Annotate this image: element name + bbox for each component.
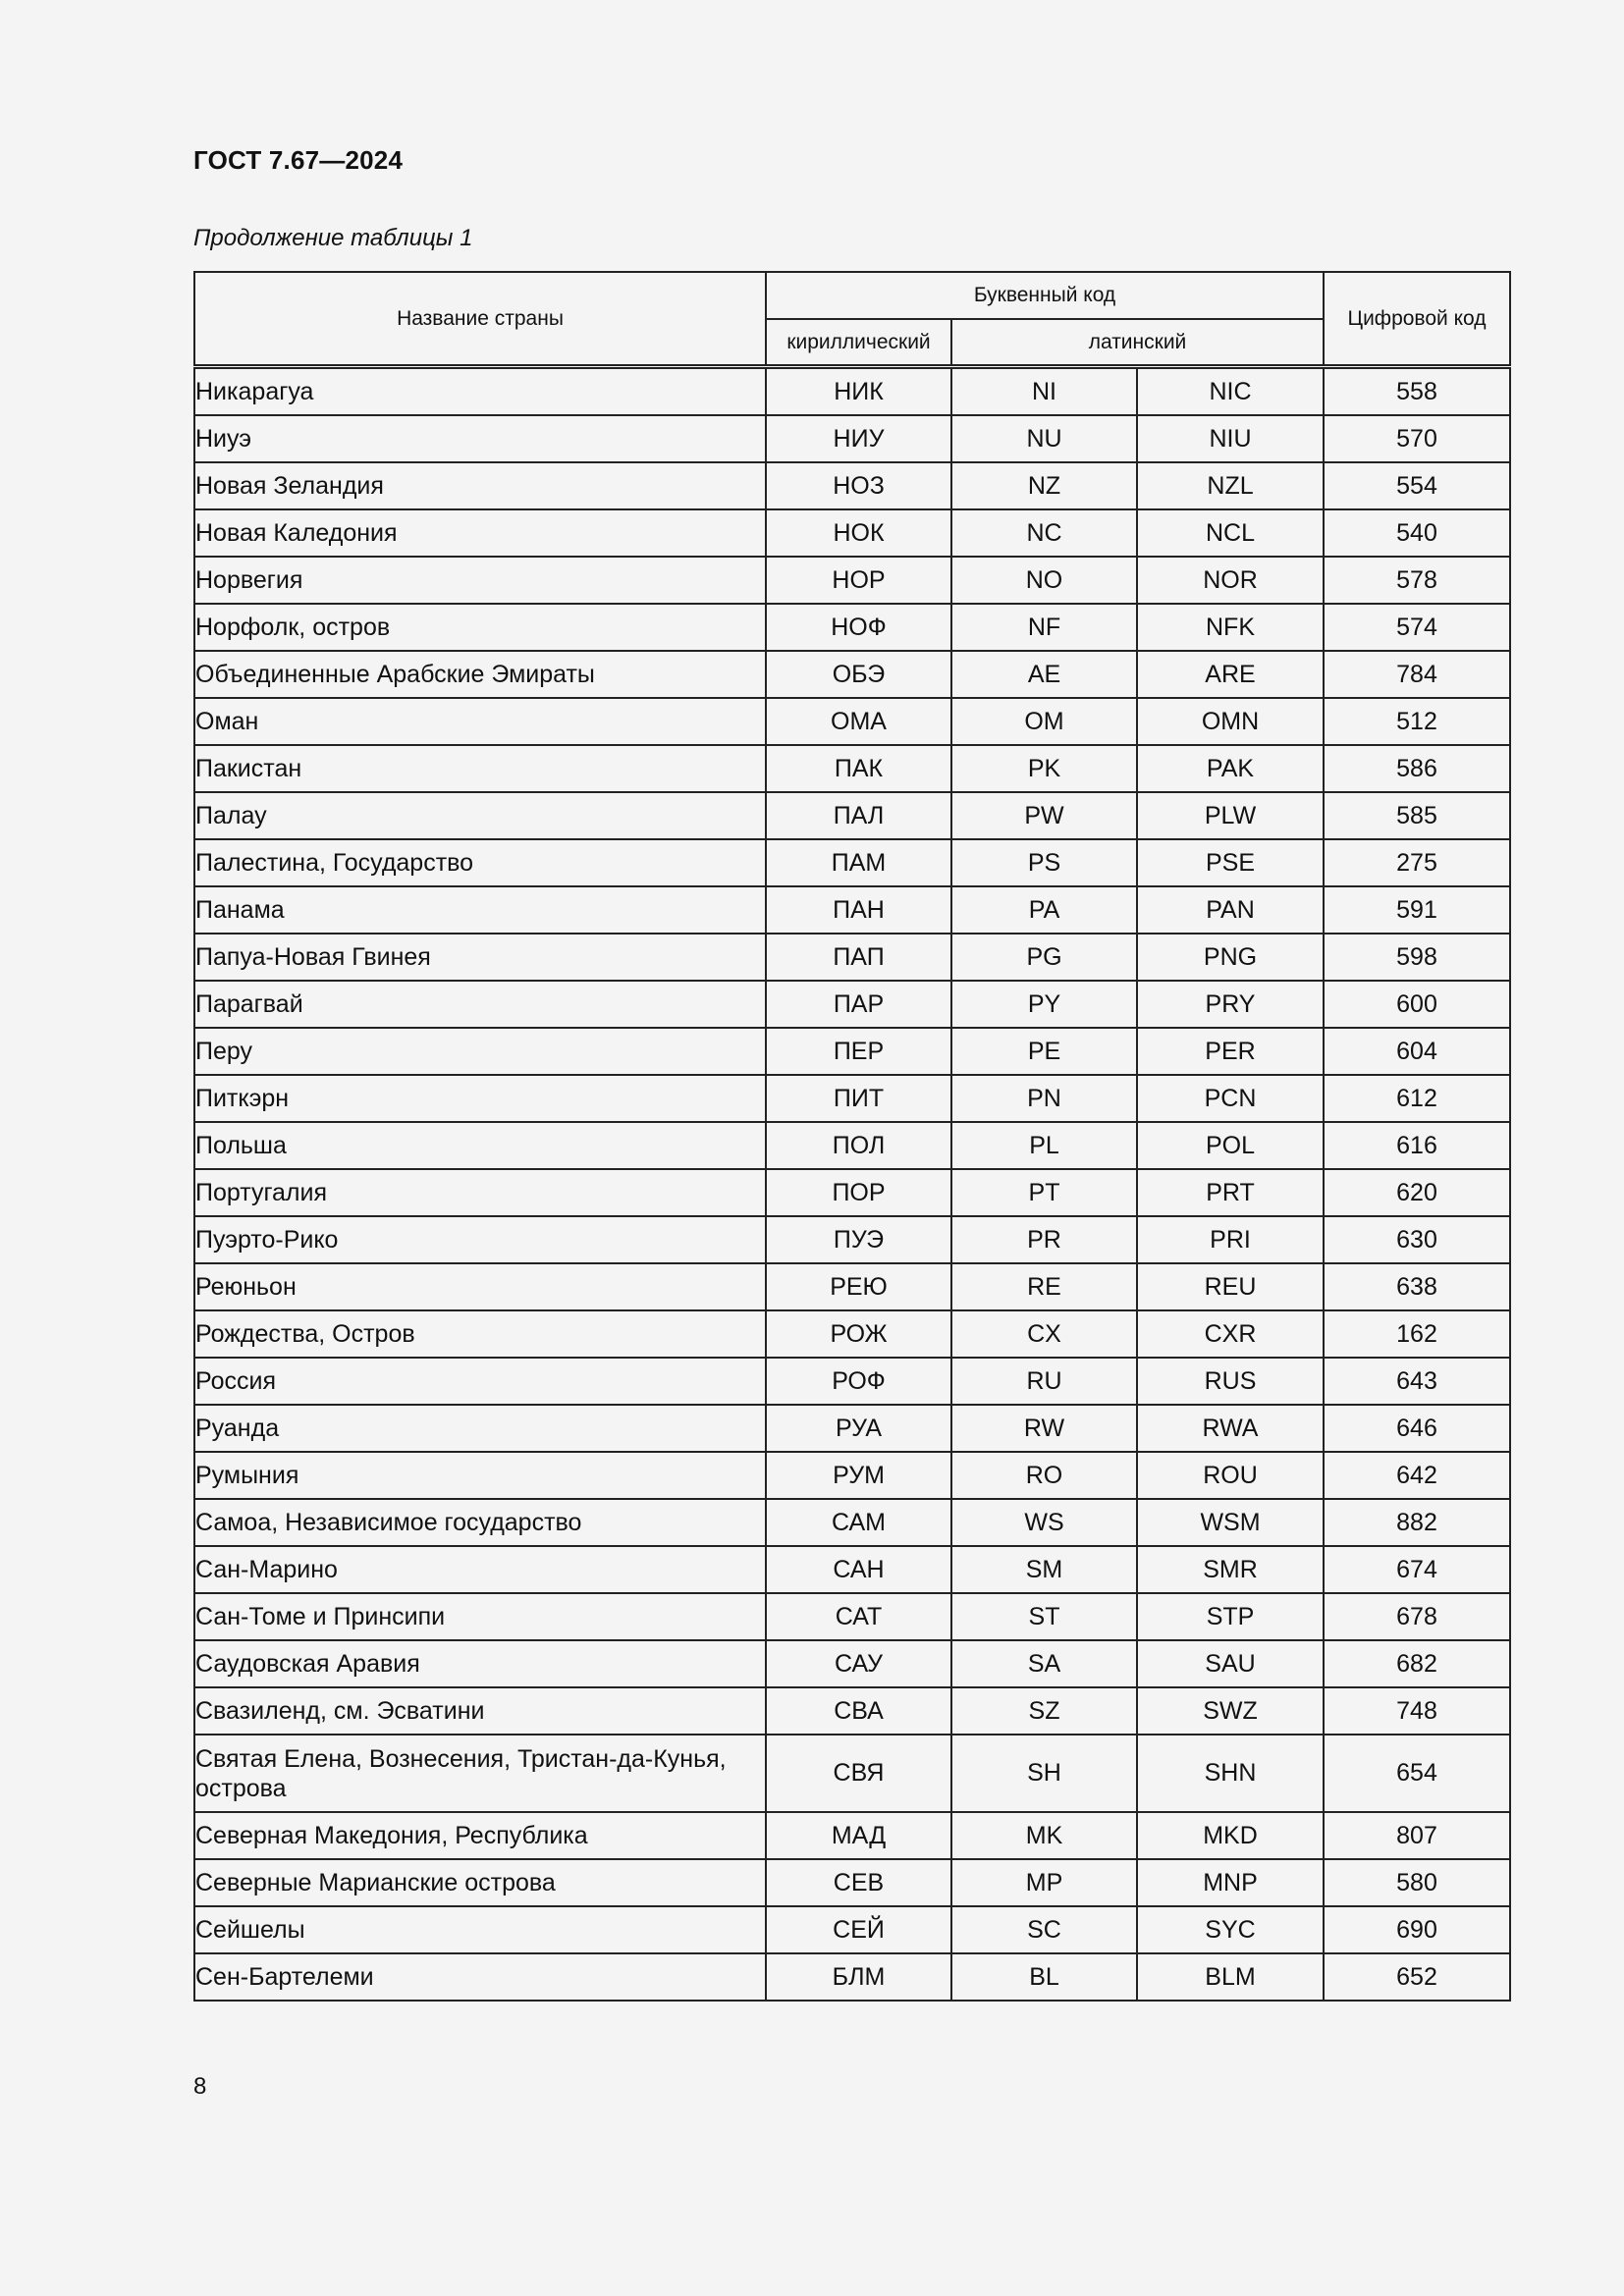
latin-alpha2-cell: SC — [951, 1906, 1137, 1953]
table-row — [194, 981, 1510, 1028]
numeric-code-cell: 604 — [1324, 1028, 1510, 1075]
latin-alpha3-cell: SYC — [1137, 1906, 1324, 1953]
numeric-code-cell: 638 — [1324, 1263, 1510, 1310]
country-name-cell: Палестина, Государство — [194, 839, 766, 886]
cyrillic-code-cell: СЕВ — [766, 1859, 951, 1906]
numeric-code-cell: 678 — [1324, 1593, 1510, 1640]
country-name-cell: Саудовская Аравия — [194, 1640, 766, 1687]
latin-alpha3-cell: WSM — [1137, 1499, 1324, 1546]
latin-alpha2-cell: PA — [951, 886, 1137, 934]
country-name-cell: Португалия — [194, 1169, 766, 1216]
header-latin: латинский — [951, 319, 1324, 367]
cyrillic-code-cell: МАД — [766, 1812, 951, 1859]
latin-alpha2-cell: BL — [951, 1953, 1137, 2001]
latin-alpha3-cell: REU — [1137, 1263, 1324, 1310]
numeric-code-cell: 598 — [1324, 934, 1510, 981]
latin-alpha3-cell: NFK — [1137, 604, 1324, 651]
latin-alpha3-cell: PRY — [1137, 981, 1324, 1028]
country-name-cell: Польша — [194, 1122, 766, 1169]
country-name-cell: Реюньон — [194, 1263, 766, 1310]
table-row — [194, 557, 1510, 604]
cyrillic-code-cell: НИК — [766, 367, 951, 416]
latin-alpha2-cell: RW — [951, 1405, 1137, 1452]
cyrillic-code-cell: САТ — [766, 1593, 951, 1640]
table-row — [194, 1859, 1510, 1906]
cyrillic-code-cell: НОР — [766, 557, 951, 604]
latin-alpha3-cell: PRI — [1137, 1216, 1324, 1263]
latin-alpha2-cell: PL — [951, 1122, 1137, 1169]
latin-alpha3-cell: MKD — [1137, 1812, 1324, 1859]
country-name-cell: Россия — [194, 1358, 766, 1405]
country-name-cell: Питкэрн — [194, 1075, 766, 1122]
cyrillic-code-cell: ПАМ — [766, 839, 951, 886]
cyrillic-code-cell: РОФ — [766, 1358, 951, 1405]
latin-alpha3-cell: OMN — [1137, 698, 1324, 745]
header-numeric-code: Цифровой код — [1324, 272, 1510, 367]
latin-alpha2-cell: SA — [951, 1640, 1137, 1687]
numeric-code-cell: 580 — [1324, 1859, 1510, 1906]
country-name-cell: Румыния — [194, 1452, 766, 1499]
country-name-cell: Пуэрто-Рико — [194, 1216, 766, 1263]
table-row — [194, 792, 1510, 839]
latin-alpha3-cell: PER — [1137, 1028, 1324, 1075]
table-row — [194, 1452, 1510, 1499]
latin-alpha2-cell: PT — [951, 1169, 1137, 1216]
latin-alpha3-cell: PSE — [1137, 839, 1324, 886]
table-row — [194, 934, 1510, 981]
country-name-cell: Сейшелы — [194, 1906, 766, 1953]
latin-alpha3-cell: CXR — [1137, 1310, 1324, 1358]
country-name-cell: Свазиленд, см. Эсватини — [194, 1687, 766, 1735]
numeric-code-cell: 643 — [1324, 1358, 1510, 1405]
numeric-code-cell: 540 — [1324, 509, 1510, 557]
latin-alpha2-cell: PW — [951, 792, 1137, 839]
numeric-code-cell: 586 — [1324, 745, 1510, 792]
country-name-cell: Норфолк, остров — [194, 604, 766, 651]
country-name-cell: Перу — [194, 1028, 766, 1075]
latin-alpha3-cell: NOR — [1137, 557, 1324, 604]
table-row — [194, 367, 1510, 416]
table-row — [194, 1953, 1510, 2001]
cyrillic-code-cell: РУМ — [766, 1452, 951, 1499]
cyrillic-code-cell: САН — [766, 1546, 951, 1593]
country-name-cell: Самоа, Независимое государство — [194, 1499, 766, 1546]
latin-alpha3-cell: ROU — [1137, 1452, 1324, 1499]
numeric-code-cell: 652 — [1324, 1953, 1510, 2001]
cyrillic-code-cell: ПАК — [766, 745, 951, 792]
latin-alpha2-cell: MK — [951, 1812, 1137, 1859]
latin-alpha3-cell: PNG — [1137, 934, 1324, 981]
table-row — [194, 1906, 1510, 1953]
latin-alpha2-cell: CX — [951, 1310, 1137, 1358]
latin-alpha3-cell: ARE — [1137, 651, 1324, 698]
table-row — [194, 1687, 1510, 1735]
numeric-code-cell: 558 — [1324, 367, 1510, 416]
latin-alpha2-cell: PG — [951, 934, 1137, 981]
table-row — [194, 509, 1510, 557]
numeric-code-cell: 162 — [1324, 1310, 1510, 1358]
latin-alpha2-cell: SZ — [951, 1687, 1137, 1735]
table-row — [194, 886, 1510, 934]
latin-alpha2-cell: NF — [951, 604, 1137, 651]
latin-alpha3-cell: BLM — [1137, 1953, 1324, 2001]
table-row — [194, 1640, 1510, 1687]
latin-alpha3-cell: SHN — [1137, 1735, 1324, 1812]
cyrillic-code-cell: БЛМ — [766, 1953, 951, 2001]
cyrillic-code-cell: ПАП — [766, 934, 951, 981]
numeric-code-cell: 674 — [1324, 1546, 1510, 1593]
page-number: 8 — [193, 2073, 207, 2100]
table-row — [194, 1310, 1510, 1358]
latin-alpha3-cell: NCL — [1137, 509, 1324, 557]
cyrillic-code-cell: ПУЭ — [766, 1216, 951, 1263]
table-row — [194, 1169, 1510, 1216]
cyrillic-code-cell: СВА — [766, 1687, 951, 1735]
table-body — [194, 367, 1510, 2002]
latin-alpha2-cell: PR — [951, 1216, 1137, 1263]
latin-alpha3-cell: STP — [1137, 1593, 1324, 1640]
cyrillic-code-cell: ПАР — [766, 981, 951, 1028]
table-row — [194, 1812, 1510, 1859]
numeric-code-cell: 554 — [1324, 462, 1510, 509]
cyrillic-code-cell: НОК — [766, 509, 951, 557]
latin-alpha3-cell: MNP — [1137, 1859, 1324, 1906]
country-name-cell: Руанда — [194, 1405, 766, 1452]
cyrillic-code-cell: ПОР — [766, 1169, 951, 1216]
header-cyrillic: кириллический — [766, 319, 951, 367]
table-row — [194, 462, 1510, 509]
cyrillic-code-cell: СВЯ — [766, 1735, 951, 1812]
latin-alpha3-cell: PLW — [1137, 792, 1324, 839]
cyrillic-code-cell: САУ — [766, 1640, 951, 1687]
table-row — [194, 415, 1510, 462]
header-country-name: Название страны — [194, 272, 766, 367]
cyrillic-code-cell: РЕЮ — [766, 1263, 951, 1310]
latin-alpha3-cell: SAU — [1137, 1640, 1324, 1687]
latin-alpha2-cell: PN — [951, 1075, 1137, 1122]
table-row — [194, 1028, 1510, 1075]
cyrillic-code-cell: ПИТ — [766, 1075, 951, 1122]
country-codes-table — [193, 271, 1511, 2002]
numeric-code-cell: 616 — [1324, 1122, 1510, 1169]
numeric-code-cell: 578 — [1324, 557, 1510, 604]
numeric-code-cell: 512 — [1324, 698, 1510, 745]
cyrillic-code-cell: САМ — [766, 1499, 951, 1546]
numeric-code-cell: 600 — [1324, 981, 1510, 1028]
latin-alpha2-cell: ST — [951, 1593, 1137, 1640]
country-name-cell: Оман — [194, 698, 766, 745]
cyrillic-code-cell: ПАН — [766, 886, 951, 934]
latin-alpha3-cell: POL — [1137, 1122, 1324, 1169]
numeric-code-cell: 882 — [1324, 1499, 1510, 1546]
country-name-cell: Новая Каледония — [194, 509, 766, 557]
country-name-cell: Папуа-Новая Гвинея — [194, 934, 766, 981]
latin-alpha2-cell: WS — [951, 1499, 1137, 1546]
table-caption: Продолжение таблицы 1 — [193, 225, 473, 251]
latin-alpha2-cell: PY — [951, 981, 1137, 1028]
latin-alpha2-cell: OM — [951, 698, 1137, 745]
latin-alpha2-cell: RE — [951, 1263, 1137, 1310]
latin-alpha2-cell: NZ — [951, 462, 1137, 509]
cyrillic-code-cell: НОЗ — [766, 462, 951, 509]
cyrillic-code-cell: НИУ — [766, 415, 951, 462]
latin-alpha2-cell: SH — [951, 1735, 1137, 1812]
table-row — [194, 1546, 1510, 1593]
country-name-cell: Ниуэ — [194, 415, 766, 462]
table-row — [194, 698, 1510, 745]
latin-alpha3-cell: SWZ — [1137, 1687, 1324, 1735]
numeric-code-cell: 807 — [1324, 1812, 1510, 1859]
table-row — [194, 604, 1510, 651]
table-row — [194, 1075, 1510, 1122]
latin-alpha3-cell: SMR — [1137, 1546, 1324, 1593]
country-name-cell: Рождества, Остров — [194, 1310, 766, 1358]
latin-alpha2-cell: PK — [951, 745, 1137, 792]
numeric-code-cell: 585 — [1324, 792, 1510, 839]
table-row — [194, 1735, 1510, 1812]
table-row — [194, 1499, 1510, 1546]
cyrillic-code-cell: ОБЭ — [766, 651, 951, 698]
latin-alpha2-cell: AE — [951, 651, 1137, 698]
country-name-cell: Пакистан — [194, 745, 766, 792]
table-row — [194, 745, 1510, 792]
country-name-cell: Северная Македония, Республика — [194, 1812, 766, 1859]
country-name-cell: Никарагуа — [194, 367, 766, 416]
country-name-cell: Сен-Бартелеми — [194, 1953, 766, 2001]
cyrillic-code-cell: ПАЛ — [766, 792, 951, 839]
table-row — [194, 651, 1510, 698]
country-name-cell: Панама — [194, 886, 766, 934]
table-row — [194, 1122, 1510, 1169]
latin-alpha3-cell: RUS — [1137, 1358, 1324, 1405]
numeric-code-cell: 275 — [1324, 839, 1510, 886]
cyrillic-code-cell: ОМА — [766, 698, 951, 745]
cyrillic-code-cell: ПЕР — [766, 1028, 951, 1075]
latin-alpha2-cell: RU — [951, 1358, 1137, 1405]
country-name-cell: Норвегия — [194, 557, 766, 604]
cyrillic-code-cell: РОЖ — [766, 1310, 951, 1358]
latin-alpha2-cell: PS — [951, 839, 1137, 886]
latin-alpha2-cell: NO — [951, 557, 1137, 604]
latin-alpha3-cell: NIC — [1137, 367, 1324, 416]
latin-alpha3-cell: RWA — [1137, 1405, 1324, 1452]
latin-alpha3-cell: PAN — [1137, 886, 1324, 934]
cyrillic-code-cell: ПОЛ — [766, 1122, 951, 1169]
latin-alpha2-cell: RO — [951, 1452, 1137, 1499]
table-row — [194, 839, 1510, 886]
cyrillic-code-cell: РУА — [766, 1405, 951, 1452]
latin-alpha2-cell: NU — [951, 415, 1137, 462]
latin-alpha2-cell: PE — [951, 1028, 1137, 1075]
country-name-cell: Объединенные Арабские Эмираты — [194, 651, 766, 698]
country-name-cell: Палау — [194, 792, 766, 839]
header-letter-code: Буквенный код — [766, 272, 1324, 319]
numeric-code-cell: 591 — [1324, 886, 1510, 934]
country-name-cell: Святая Елена, Вознесения, Тристан-да-Кунья, острова — [194, 1735, 766, 1812]
numeric-code-cell: 748 — [1324, 1687, 1510, 1735]
country-name-cell: Новая Зеландия — [194, 462, 766, 509]
document-title: ГОСТ 7.67—2024 — [193, 145, 404, 175]
numeric-code-cell: 630 — [1324, 1216, 1510, 1263]
latin-alpha2-cell: NC — [951, 509, 1137, 557]
latin-alpha3-cell: PCN — [1137, 1075, 1324, 1122]
cyrillic-code-cell: НОФ — [766, 604, 951, 651]
numeric-code-cell: 642 — [1324, 1452, 1510, 1499]
table-row — [194, 1593, 1510, 1640]
latin-alpha2-cell: NI — [951, 367, 1137, 416]
numeric-code-cell: 612 — [1324, 1075, 1510, 1122]
country-name-cell: Парагвай — [194, 981, 766, 1028]
numeric-code-cell: 682 — [1324, 1640, 1510, 1687]
country-name-cell: Сан-Марино — [194, 1546, 766, 1593]
latin-alpha3-cell: NZL — [1137, 462, 1324, 509]
cyrillic-code-cell: СЕЙ — [766, 1906, 951, 1953]
table-row — [194, 1263, 1510, 1310]
numeric-code-cell: 784 — [1324, 651, 1510, 698]
country-name-cell: Северные Марианские острова — [194, 1859, 766, 1906]
table-row — [194, 1216, 1510, 1263]
latin-alpha2-cell: SM — [951, 1546, 1137, 1593]
numeric-code-cell: 574 — [1324, 604, 1510, 651]
numeric-code-cell: 620 — [1324, 1169, 1510, 1216]
numeric-code-cell: 646 — [1324, 1405, 1510, 1452]
numeric-code-cell: 570 — [1324, 415, 1510, 462]
latin-alpha2-cell: MP — [951, 1859, 1137, 1906]
latin-alpha3-cell: PRT — [1137, 1169, 1324, 1216]
table-header — [194, 272, 1510, 367]
numeric-code-cell: 690 — [1324, 1906, 1510, 1953]
numeric-code-cell: 654 — [1324, 1735, 1510, 1812]
table-row — [194, 1405, 1510, 1452]
latin-alpha3-cell: PAK — [1137, 745, 1324, 792]
table-row — [194, 1358, 1510, 1405]
latin-alpha3-cell: NIU — [1137, 415, 1324, 462]
country-name-cell: Сан-Томе и Принсипи — [194, 1593, 766, 1640]
